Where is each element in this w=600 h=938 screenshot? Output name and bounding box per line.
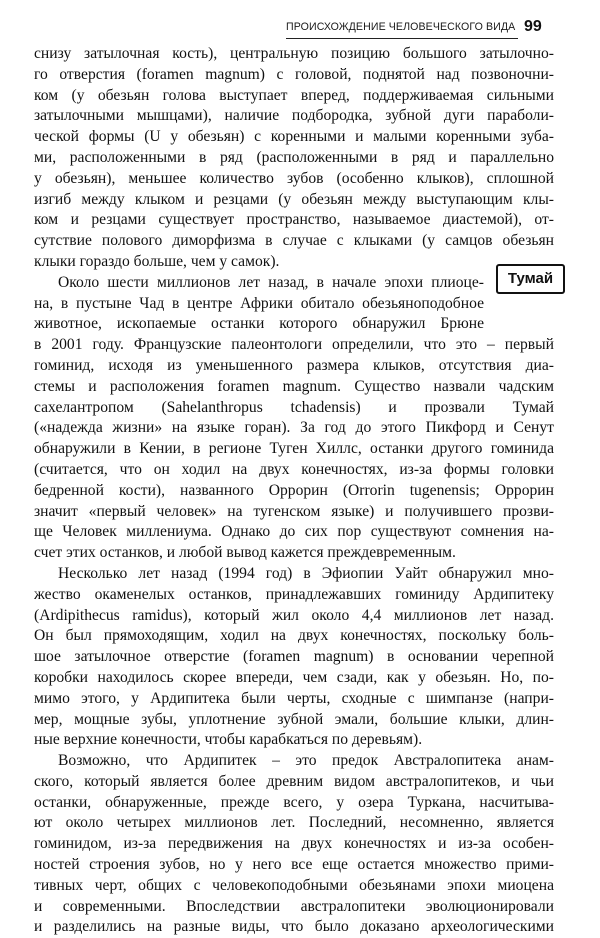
text-line: мимо этого, у Ардипитека были черты, сходные с шимпанзе (напри- (34, 689, 554, 707)
text-line: гоминидом, из-за передвижения на двух конечностях и из-за особен- (34, 835, 554, 853)
text-line: (Ardipithecus ramidus), который жил около 4,4 миллионов лет назад. (34, 606, 554, 624)
text-line: ют около четырех миллионов лет. Последний, несомненно, является (34, 814, 554, 832)
text-line: стемы и расположения foramen magnum. Существо назвали чадским (34, 377, 554, 395)
text-line: (считается, что он ходил на двух конечностях, из-за формы головки (34, 460, 554, 478)
text-line: сутствие полового диморфизма в случае с клыками (у самцов обезьян (34, 232, 554, 250)
text-line: в 2001 году. Французские палеонтологи определили, что это – первый (34, 336, 554, 354)
text-line: изгиб между клыком и резцами (у обезьян между выступающим клы- (34, 190, 554, 208)
text-line: счет этих останков, и любой вывод кажется преждевременным. (34, 544, 456, 562)
margin-note-tumai: Тумай (496, 264, 565, 294)
text-line: значит «первый человек» на тугенском языке) и получившего прозви- (34, 502, 554, 520)
text-line: на, в пустыне Чад в центре Африки обитало обезьяноподобное (34, 294, 484, 312)
text-line: мер, мощные зубы, уплотнение зубной эмали, большие клыки, длин- (34, 710, 554, 728)
text-line: ми, расположенными в ряд (расположенными в ряд и параллельно (34, 148, 554, 166)
text-line: ще Человек миллениума. Однако до сих пор существуют сомнения на- (34, 523, 554, 541)
text-line: снизу затылочная кость), центральную позицию большого затылочно- (34, 45, 554, 62)
text-line: («надежда жизни» на языке горан). За год до этого Пикфорд и Сенут (34, 419, 554, 437)
text-line: останки, обнаруженные, прежде всего, у озера Туркана, насчитыва- (34, 793, 554, 811)
text-line: Несколько лет назад (1994 год) в Эфиопии Уайт обнаружил мно- (58, 564, 554, 582)
text-line: животное, ископаемые останки которого обнаружил Брюне (34, 315, 484, 333)
text-line: ком (у обезьян голова выступает вперед, поддерживаемая сильными (34, 86, 554, 104)
running-header (286, 16, 576, 40)
text-line: клыки гораздо больше, чем у самок). (34, 252, 280, 270)
text-line: го отверстия (foramen magnum) с головой, поднятой над позвоночни- (34, 65, 554, 83)
text-line: Возможно, что Ардипитек – это предок Австралопитека анам- (58, 752, 554, 770)
text-line: ные верхние конечности, чтобы карабкаться по деревьям). (34, 731, 423, 749)
text-line: сахелантропом (Sahelanthropus tchadensis) и прозвали Тумай (34, 398, 554, 416)
text-line: ком и резцами существует пространство, называемое диастемой), от- (34, 211, 554, 229)
text-line: Около шести миллионов лет назад, в начале эпохи плиоце- (58, 273, 484, 291)
text-line: и разделились на разные виды, что было доказано археологическими (34, 918, 554, 936)
header-rule (286, 38, 518, 39)
text-line: гоминид, исходя из уменьшенного размера клыков, отсутствия диа- (34, 356, 554, 374)
text-line: Он был прямоходящим, ходил на двух конечностях, поскольку боль- (34, 627, 554, 645)
text-line: жество окаменелых останков, принадлежавших гоминиду Ардипитеку (34, 585, 554, 603)
text-line: и современными. Впоследствии австралопитеки эволюционировали (34, 897, 554, 915)
body-text (34, 44, 554, 938)
text-line: бедренной кости), названного Оррорин (Orrorin tugenensis; Оррорин (34, 481, 554, 499)
text-line: ческой формы (U у обезьян) с коренными и малыми коренными зуба- (34, 128, 554, 146)
text-line: ностей строения зубов, но у него все еще остается множество прими- (34, 856, 554, 874)
text-line: у обезьян), меньшее количество зубов (особенно клыков), сплошной (34, 169, 554, 187)
page-number: 99 (524, 18, 542, 35)
text-line: тивных черт, общих с человекоподобными обезьянами эпохи миоцена (34, 876, 554, 894)
text-line: ского, который является более древним видом австралопитеков, и чьи (34, 772, 554, 790)
text-line: обнаружили в Кении, в регионе Туген Хиллс, останки другого гоминида (34, 440, 554, 458)
text-line: шое затылочное отверстие (foramen magnum) в основании черепной (34, 648, 554, 666)
text-line: коробки находилось скорее впереди, чем сзади, как у обезьян. Но, по- (34, 668, 554, 686)
running-title: ПРОИСХОЖДЕНИЕ ЧЕЛОВЕЧЕСКОГО ВИДА (286, 21, 516, 33)
text-line: затылочными мышцами), наличие подбородка, зубной дуги параболи- (34, 107, 554, 125)
